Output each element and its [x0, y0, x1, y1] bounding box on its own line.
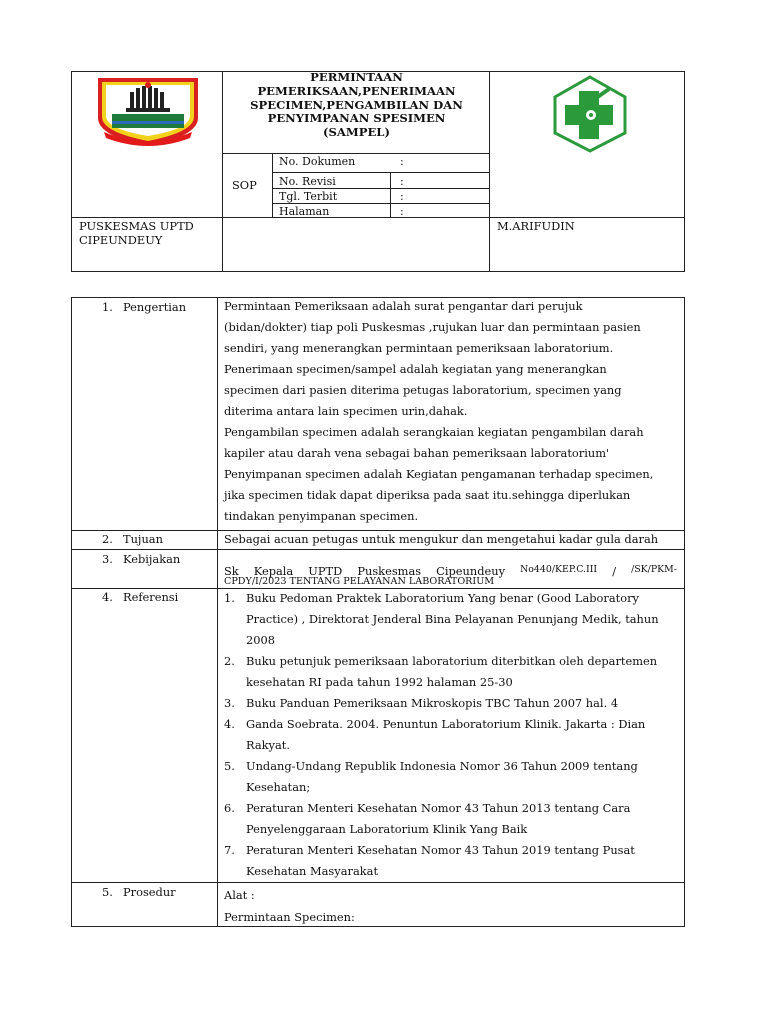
list-item: 7. Peraturan Menteri Kesehatan Nomor 43 Tahun 2019 tentang Pusat [224, 843, 635, 857]
doc-field-value: : [400, 175, 404, 188]
list-item: 5. Undang-Undang Republik Indonesia Nomor 36 Tahun 2009 tentang [224, 759, 638, 773]
doc-field-label: No. Revisi [279, 175, 336, 188]
doc-field-label: No. Dokumen [279, 155, 356, 168]
list-item-continued: Penyelenggaraan Laboratorium Klinik Yang Baik [246, 822, 528, 836]
list-item-continued: kesehatan RI pada tahun 1992 halaman 25-30 [246, 675, 513, 689]
regency-crest-logo [92, 74, 204, 148]
organization-name: PUSKESMAS UPTD CIPEUNDEUY [79, 219, 194, 247]
purpose-text: Sebagai acuan petugas untuk mengukur dan mengetahui kadar gula darah [224, 532, 659, 546]
section-label: Pengertian [123, 300, 187, 314]
section-number: 4. [102, 590, 113, 604]
list-item-continued: Kesehatan Masyarakat [246, 864, 379, 878]
list-item-continued: Practice) , Direktorat Jenderal Bina Pelayanan Penunjang Medik, tahun [246, 612, 659, 626]
definition-text: Permintaan Pemeriksaan adalah surat pengantar dari perujuk (bidan/dokter) tiap poli Puskesmas ,rujukan luar dan permintaan pasien sendiri, yang menerangkan permintaan pemeriksaan laboratorium. Penerimaan specimen/sampel adalah kegiatan yang menerangkan specimen dari pasien diterima petugas laboratorium, specimen yang diterima antara lain specimen urin,dahak. Pengambilan specimen adalah serangkaian kegiatan pengambilan darah kapiler atau darah vena sebagai bahan pemeriksaan laboratorium' Penyimpanan specimen adalah Kegiatan pengamanan terhadap specimen, jika specimen tidak dapat diperiksa pada saat itu.sehingga diperlukan tindakan penyimpanan specimen. [224, 299, 654, 523]
section-label: Kebijakan [123, 552, 181, 566]
reference-list [224, 588, 684, 882]
doc-field-value: : [400, 190, 404, 203]
list-item-continued: Rakyat. [246, 738, 290, 752]
section-number: 5. [102, 885, 113, 899]
list-item: 1. Buku Pedoman Praktek Laboratorium Yang benar (Good Laboratory [224, 591, 639, 605]
procedure-text: Alat : Permintaan Specimen: [224, 888, 355, 924]
list-item-continued: Kesehatan; [246, 780, 311, 794]
health-cross-icon [551, 75, 629, 153]
health-cross-logo [551, 75, 629, 153]
policy-line-continued: CPDY/I/2023 TENTANG PELAYANAN LABORATORIUM [224, 576, 495, 587]
doc-field-value: : [400, 205, 404, 218]
list-item: 4. Ganda Soebrata. 2004. Penuntun Laboratorium Klinik. Jakarta : Dian [224, 717, 646, 731]
document-title: PERMINTAAN PEMERIKSAAN,PENERIMAAN SPECIMEN,PENGAMBILAN DAN PENYIMPANAN SPESIMEN (SAMPEL) [250, 70, 463, 140]
section-label: Tujuan [123, 532, 163, 546]
list-item: 2. Buku petunjuk pemeriksaan laboratorium diterbitkan oleh departemen [224, 654, 658, 668]
section-number: 2. [102, 532, 113, 546]
section-number: 1. [102, 300, 113, 314]
sop-label: SOP [232, 178, 257, 192]
crest-icon [92, 74, 204, 148]
policy-line: Sk Kepala UPTD Puskesmas Cipeundeuy No440/KEP.C.III / /SK/PKM- [224, 564, 677, 578]
doc-field-label: Tgl. Terbit [279, 190, 338, 203]
list-item: 6. Peraturan Menteri Kesehatan Nomor 43 Tahun 2013 tentang Cara [224, 801, 631, 815]
doc-field-label: Halaman [279, 205, 330, 218]
list-item-continued: 2008 [246, 633, 275, 647]
section-label: Prosedur [123, 885, 176, 899]
section-label: Referensi [123, 590, 179, 604]
signatory-name: M.ARIFUDIN [497, 219, 575, 233]
list-item: 3. Buku Panduan Pemeriksaan Mikroskopis TBC Tahun 2007 hal. 4 [224, 696, 619, 710]
doc-field-value: : [400, 155, 404, 168]
section-number: 3. [102, 552, 113, 566]
